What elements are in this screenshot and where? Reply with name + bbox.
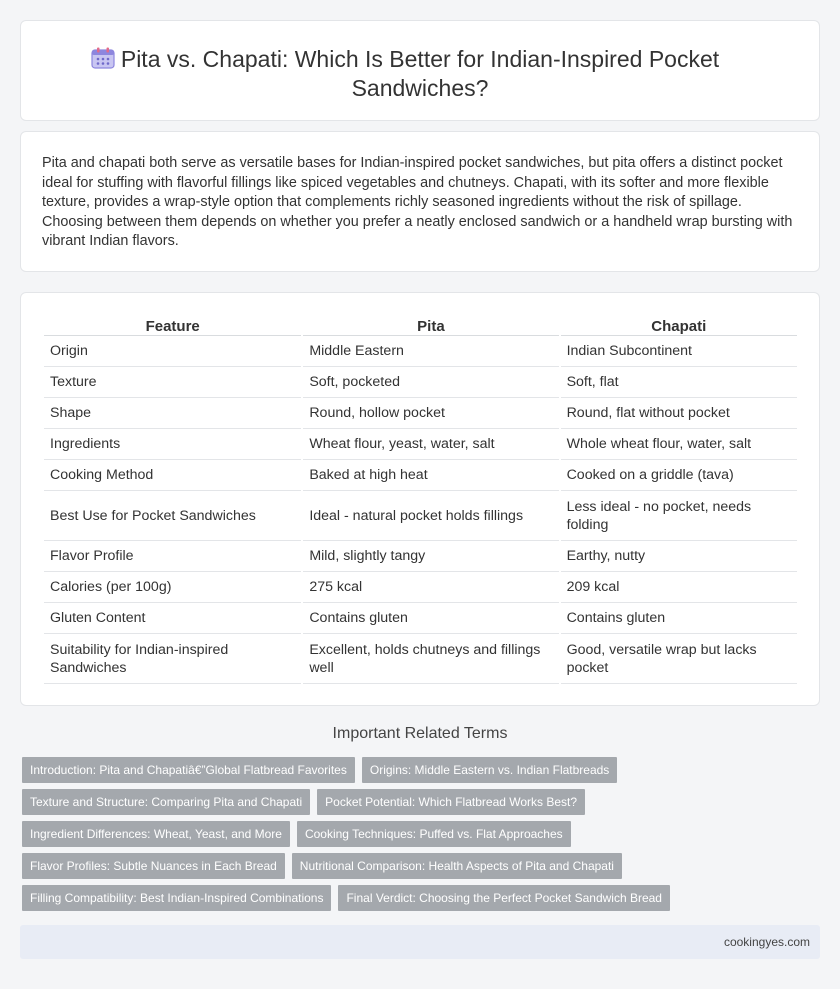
feature-cell: Suitability for Indian-inspired Sandwiches <box>44 634 301 684</box>
header-pita: Pita <box>303 315 558 336</box>
related-terms-list <box>22 757 822 917</box>
pita-cell: Wheat flour, yeast, water, salt <box>303 429 558 460</box>
header-feature: Feature <box>44 315 301 336</box>
chapati-cell: Round, flat without pocket <box>561 398 797 429</box>
tag-row <box>22 853 822 879</box>
related-tag[interactable]: Ingredient Differences: Wheat, Yeast, and More <box>22 821 290 847</box>
feature-cell: Gluten Content <box>44 603 301 634</box>
pita-cell: Round, hollow pocket <box>303 398 558 429</box>
related-tag[interactable]: Nutritional Comparison: Health Aspects of Pita and Chapati <box>292 853 622 879</box>
table-row <box>44 429 797 460</box>
header-card <box>20 20 820 121</box>
chapati-cell: Less ideal - no pocket, needs folding <box>561 491 797 541</box>
feature-cell: Cooking Method <box>44 460 301 491</box>
page-title-line-2: Sandwiches? <box>351 75 489 101</box>
chapati-cell: Earthy, nutty <box>561 541 797 572</box>
related-tag[interactable]: Texture and Structure: Comparing Pita and Chapati <box>22 789 310 815</box>
pita-cell: Excellent, holds chutneys and fillings well <box>303 634 558 684</box>
feature-cell: Shape <box>44 398 301 429</box>
tag-row <box>22 757 822 783</box>
related-tag[interactable]: Pocket Potential: Which Flatbread Works Best? <box>317 789 585 815</box>
table-header-row <box>44 315 797 336</box>
comparison-table-card <box>20 292 820 706</box>
table-row <box>44 367 797 398</box>
page-title <box>21 45 819 103</box>
table-row <box>44 491 797 541</box>
comparison-table <box>42 315 799 684</box>
tag-row <box>22 885 822 911</box>
pita-cell: Middle Eastern <box>303 336 558 367</box>
related-tag[interactable]: Flavor Profiles: Subtle Nuances in Each Bread <box>22 853 285 879</box>
feature-cell: Calories (per 100g) <box>44 572 301 603</box>
table-row <box>44 460 797 491</box>
pita-cell: Mild, slightly tangy <box>303 541 558 572</box>
pita-cell: Ideal - natural pocket holds fillings <box>303 491 558 541</box>
chapati-cell: Soft, flat <box>561 367 797 398</box>
table-row <box>44 336 797 367</box>
pita-cell: Baked at high heat <box>303 460 558 491</box>
pita-cell: 275 kcal <box>303 572 558 603</box>
tag-row <box>22 821 822 847</box>
related-tag[interactable]: Final Verdict: Choosing the Perfect Pocket Sandwich Bread <box>338 885 670 911</box>
table-row <box>44 572 797 603</box>
related-tag[interactable]: Filling Compatibility: Best Indian-Inspired Combinations <box>22 885 331 911</box>
chapati-cell: Whole wheat flour, water, salt <box>561 429 797 460</box>
footer <box>20 925 820 959</box>
pita-cell: Soft, pocketed <box>303 367 558 398</box>
pita-cell: Contains gluten <box>303 603 558 634</box>
related-terms-title: Important Related Terms <box>332 725 508 742</box>
tag-row <box>22 789 822 815</box>
chapati-cell: 209 kcal <box>561 572 797 603</box>
footer-site-link[interactable]: cookingyes.com <box>723 935 810 949</box>
feature-cell: Texture <box>44 367 301 398</box>
chapati-cell: Indian Subcontinent <box>561 336 797 367</box>
table-row <box>44 603 797 634</box>
chapati-cell: Cooked on a griddle (tava) <box>561 460 797 491</box>
feature-cell: Ingredients <box>44 429 301 460</box>
header-chapati: Chapati <box>561 315 797 336</box>
related-tag[interactable]: Cooking Techniques: Puffed vs. Flat Approaches <box>297 821 571 847</box>
feature-cell: Flavor Profile <box>44 541 301 572</box>
chapati-cell: Contains gluten <box>561 603 797 634</box>
chapati-cell: Good, versatile wrap but lacks pocket <box>561 634 797 684</box>
table-row <box>44 398 797 429</box>
related-tag[interactable]: Introduction: Pita and Chapatiâ€”Global Flatbread Favorites <box>22 757 355 783</box>
page-title-line-1: Pita vs. Chapati: Which Is Better for Indian-Inspired Pocket <box>120 46 720 72</box>
feature-cell: Origin <box>44 336 301 367</box>
related-tag[interactable]: Origins: Middle Eastern vs. Indian Flatbreads <box>362 757 617 783</box>
feature-cell: Best Use for Pocket Sandwiches <box>44 491 301 541</box>
intro-paragraph: Pita and chapati both serve as versatile bases for Indian-inspired pocket sandwiches, but pita offers a distinct pocket ideal for stuffing with flavorful fillings like spiced vegetables and chutneys. Chapati, with its softer and more flexible texture, provides a wrap-style option that complements richly seasoned ingredients without the risk of spillage. Choosing between them depends on whether you prefer a neatly enclosed sandwich or a handheld wrap bursting with vibrant Indian flavors. <box>42 155 793 250</box>
table-row <box>44 541 797 572</box>
table-row <box>44 634 797 684</box>
intro-card <box>20 131 820 272</box>
